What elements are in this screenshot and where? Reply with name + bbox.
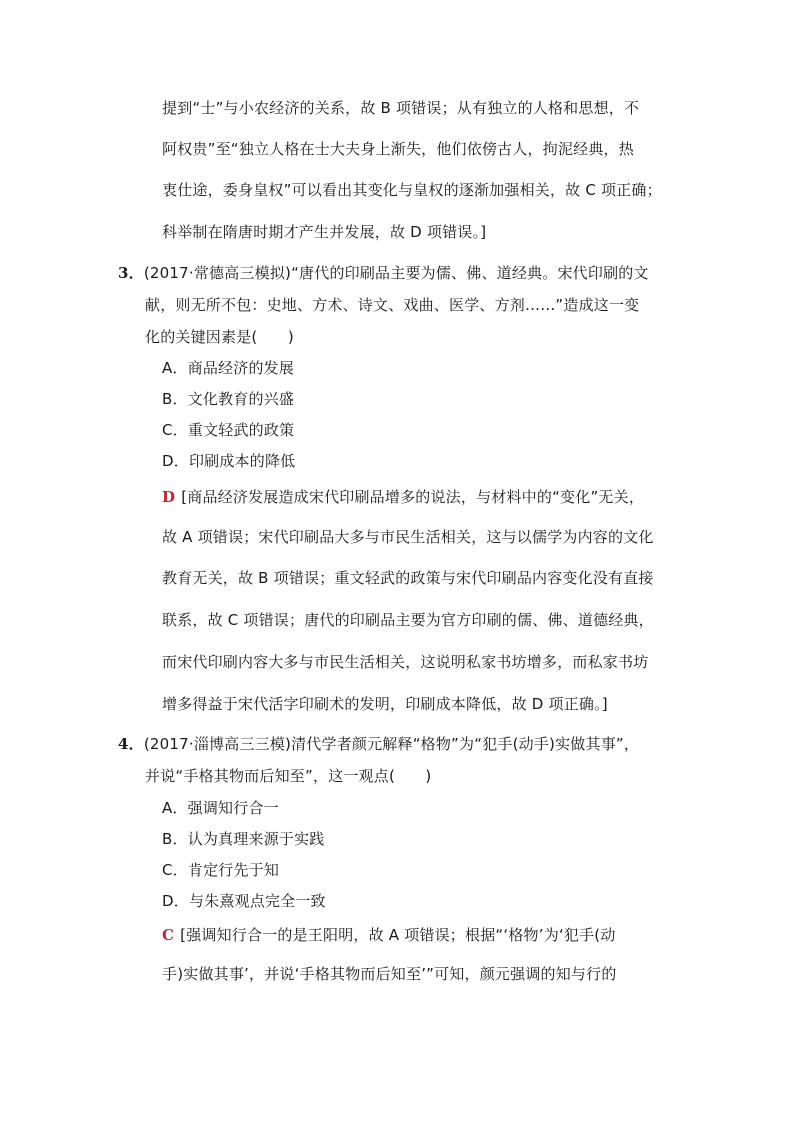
question-4-stem — [118, 734, 639, 754]
explanation-line: 教育无关，故 B 项错误；重文轻武的政策与宋代印刷品内容变化没有直接 — [162, 569, 654, 587]
option-b: B．文化教育的兴盛 — [162, 390, 295, 408]
option-b: B．认为真理来源于实践 — [162, 830, 325, 848]
explanation-line: 科举制在隋唐时期才产生并发展，故 D 项错误。] — [162, 223, 487, 241]
explanation-text: [强调知行合一的是王阳明，故 A 项错误；根据“‘格物’为‘犯手(动 — [180, 926, 616, 944]
question-3-stem — [118, 263, 649, 283]
option-c: C．重文轻武的政策 — [162, 421, 295, 439]
question-number: 4． — [118, 735, 144, 753]
explanation-text: [商品经济发展造成宋代印刷品增多的说法，与材料中的“变化”无关， — [181, 488, 645, 506]
option-d: D．与朱熹观点完全一致 — [162, 892, 326, 910]
question-stem-line: (2017·常德高三模拟)“唐代的印刷品主要为儒、佛、道经典。宋代印刷的文 — [143, 264, 649, 282]
explanation-line: 阿权贵”至“独立人格在士大夫身上渐失，他们依傍古人，拘泥经典，热 — [162, 140, 634, 158]
explanation-line: 提到“士”与小农经济的关系，故 B 项错误；从有独立的人格和思想，不 — [162, 99, 640, 117]
option-a: A．商品经济的发展 — [162, 359, 295, 377]
option-a: A．强调知行合一 — [162, 799, 279, 817]
explanation-line: 衷仕途，委身皇权”可以看出其变化与皇权的逐渐加强相关，故 C 项正确； — [162, 181, 662, 199]
answer-explanation-line — [162, 925, 616, 945]
question-stem-line: 化的关键因素是( ) — [145, 328, 294, 346]
explanation-line: 手)实做其事’，并说‘手格其物而后知至’”可知，颜元强调的知与行的 — [162, 965, 617, 983]
option-d: D．印刷成本的降低 — [162, 452, 296, 470]
question-number: 3． — [118, 264, 144, 282]
explanation-line: 增多得益于宋代活字印刷术的发明，印刷成本降低，故 D 项正确。] — [162, 695, 608, 713]
explanation-line: 故 A 项错误；宋代印刷品大多与市民生活相关，这与以儒学为内容的文化 — [162, 528, 654, 546]
question-stem-line: 并说“手格其物而后知至”，这一观点( ) — [145, 767, 432, 785]
explanation-line: 而宋代印刷内容大多与市民生活相关，这说明私家书坊增多，而私家书坊 — [162, 653, 649, 671]
question-stem-line: (2017·淄博高三三模)清代学者颜元解释“格物”为“犯手(动手)实做其事”， — [143, 735, 640, 753]
answer-explanation-line — [162, 487, 644, 507]
answer-letter: D — [162, 488, 176, 506]
answer-letter: C — [162, 926, 175, 944]
question-stem-line: 献，则无所不包：史地、方术、诗文、戏曲、医学、方剂……”造成这一变 — [145, 296, 640, 314]
option-c: C．肯定行先于知 — [162, 861, 280, 879]
explanation-line: 联系，故 C 项错误；唐代的印刷品主要为官方印刷的儒、佛、道德经典， — [162, 611, 654, 629]
